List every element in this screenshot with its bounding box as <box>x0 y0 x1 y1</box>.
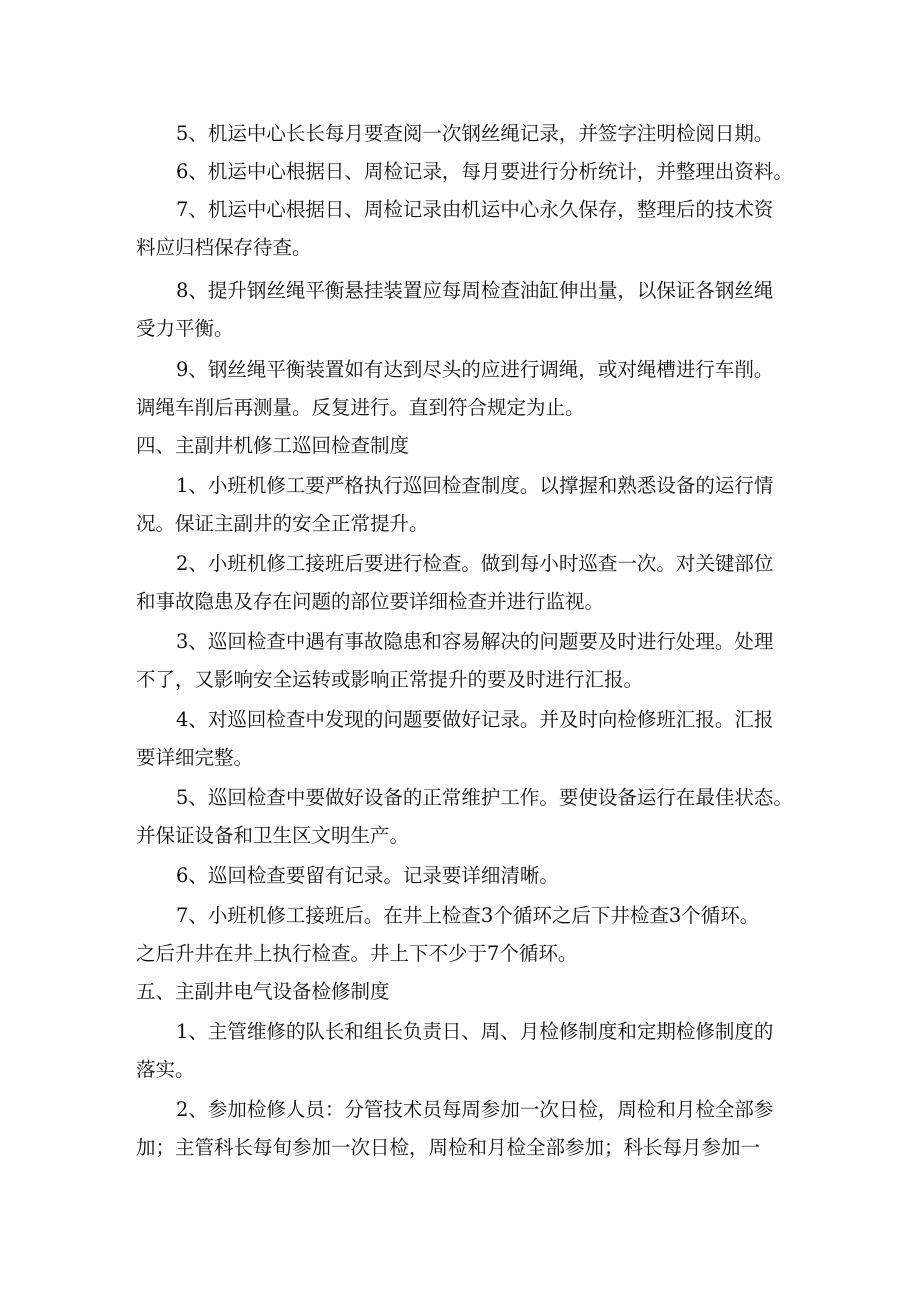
text-line: 并保证设备和卫生区文明生产。 <box>136 824 410 847</box>
text-line: 8、提升钢丝绳平衡悬挂装置应每周检查油缸伸出量，以保证各钢丝绳 <box>176 279 774 302</box>
text-line: 9、钢丝绳平衡装置如有达到尽头的应进行调绳，或对绳槽进行车削。 <box>176 358 774 381</box>
text-line: 受力平衡。 <box>136 317 234 340</box>
text-line: 7、机运中心根据日、周检记录由机运中心永久保存，整理后的技术资 <box>176 198 774 221</box>
text-line: 和事故隐患及存在问题的部位要详细检查并进行监视。 <box>136 590 605 613</box>
section-heading: 五、主副井电气设备检修制度 <box>136 980 390 1003</box>
section-heading: 四、主副井机修工巡回检查制度 <box>136 434 410 457</box>
text-line: 2、参加检修人员：分管技术员每周参加一次日检，周检和月检全部参 <box>176 1098 774 1121</box>
text-line: 7、小班机修工接班后。在井上检查3个循环之后下井检查3个循环。 <box>176 904 760 927</box>
text-line: 3、巡回检查中遇有事故隐患和容易解决的问题要及时进行处理。处理 <box>176 630 774 653</box>
text-line: 要详细完整。 <box>136 746 254 769</box>
text-line: 2、小班机修工接班后要进行检查。做到每小时巡查一次。对关键部位 <box>176 552 774 575</box>
text-line: 之后升井在井上执行检查。井上下不少于7个循环。 <box>136 942 578 965</box>
text-line: 1、小班机修工要严格执行巡回检查制度。以撑握和熟悉设备的运行情 <box>176 474 774 497</box>
text-line: 4、对巡回检查中发现的问题要做好记录。并及时向检修班汇报。汇报 <box>176 708 774 731</box>
text-line: 5、巡回检查中要做好设备的正常维护工作。要使设备运行在最佳状态。 <box>176 786 793 809</box>
text-line: 1、主管维修的队长和组长负责日、周、月检修制度和定期检修制度的 <box>176 1020 774 1043</box>
text-line: 不了，又影响安全运转或影响正常提升的要及时进行汇报。 <box>136 668 644 691</box>
text-line: 落实。 <box>136 1058 195 1081</box>
text-line: 料应归档保存待查。 <box>136 236 312 259</box>
text-line: 加；主管科长每旬参加一次日检，周检和月检全部参加；科长每月参加一 <box>136 1136 761 1159</box>
text-line: 调绳车削后再测量。反复进行。直到符合规定为止。 <box>136 396 585 419</box>
text-line: 6、巡回检查要留有记录。记录要详细清晰。 <box>176 864 559 887</box>
text-line: 况。保证主副井的安全正常提升。 <box>136 512 429 535</box>
text-line: 6、机运中心根据日、周检记录，每月要进行分析统计，并整理出资料。 <box>176 160 793 183</box>
text-line: 5、机运中心长长每月要查阅一次钢丝绳记录，并签字注明检阅日期。 <box>176 122 774 145</box>
